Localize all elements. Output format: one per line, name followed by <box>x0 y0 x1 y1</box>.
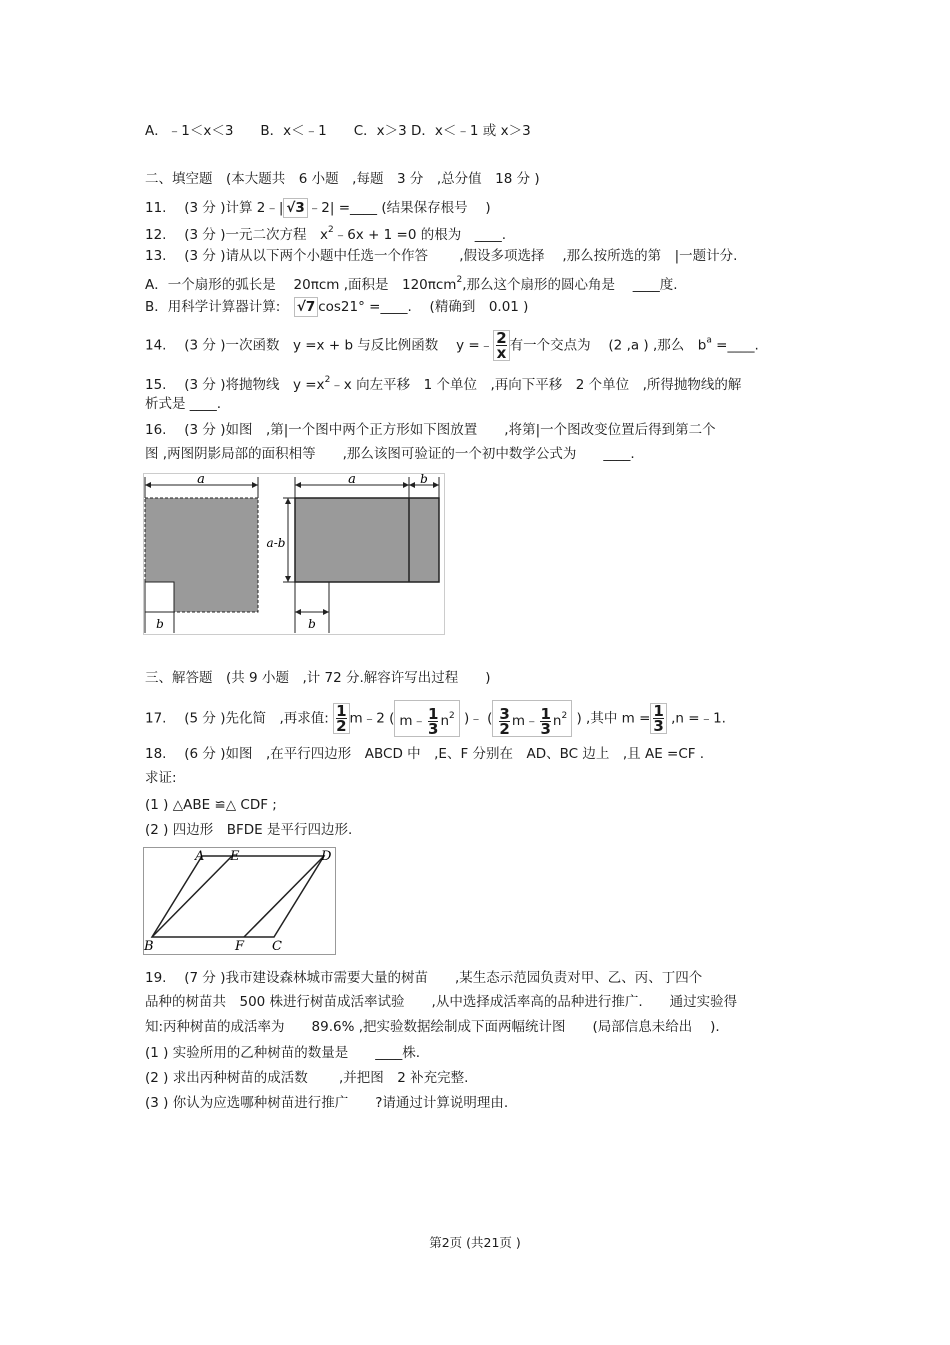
q10-options: A．﹣1＜x＜3 B．x＜﹣1 C．x＞3 D．x＜﹣1 或 x＞3 <box>145 123 531 139</box>
section3-header: 三、解答题 (共 9 小题 ,计 72 分.解容许写出过程 ) <box>145 670 491 686</box>
section2-header: 二、填空题 (本大题共 6 小题 ,每题 3 分 ,总分值 18 分 ) <box>145 171 540 187</box>
q18-line1: 18. (6 分 )如图 ,在平行四边形 ABCD 中 ,E、F 分别在 AD、BC 边上 ,且 AE =CF . <box>145 746 705 762</box>
vertex-d: D <box>321 849 332 864</box>
q19-line3: 知:丙种树苗的成活率为 89.6% ,把实验数据绘制成下面两幅统计图 (局部信息未给出 ). <box>145 1019 720 1035</box>
q17-bracket2: $\frac{3}{2}$ m﹣ $\frac{1}{3}$ $n^2$ <box>492 700 572 737</box>
vertex-a: A <box>195 849 205 864</box>
q16-line2: 图 ,两图阴影局部的面积相等 ,那么该图可验证的一个初中数学公式为 ____. <box>145 446 635 462</box>
fraction-1-2: $\frac{1}{2}$ <box>333 703 349 734</box>
sqrt3-expression: √3 <box>283 198 307 218</box>
fraction-2-over-x: $\frac{2}{x}$ <box>493 330 509 361</box>
q18-line2: 求证: <box>145 770 177 786</box>
vertex-c: C <box>272 939 282 954</box>
q19-line1: 19. (7 分 )我市建设森林城市需要大量的树苗 ,某生态示范园负责对甲、乙、丙、丁四个 <box>145 970 703 986</box>
q11: 11. (3 分 )计算 2﹣| √3 ﹣2| =____ (结果保存根号 ) <box>145 200 491 216</box>
q16-squares-figure <box>143 473 445 635</box>
vertex-b: B <box>144 939 154 954</box>
label-b-top-right: b <box>420 473 428 486</box>
q16-line1: 16. (3 分 )如图 ,第|一个图中两个正方形如下图放置 ,将第|一个图改变位置后得到第二个 <box>145 422 716 438</box>
q15-line2: 析式是 ____. <box>145 396 222 412</box>
page-footer: 第2页 (共21页 ) <box>429 1235 521 1250</box>
point-e: E <box>230 849 240 864</box>
q19-part1: (1 ) 实验所用的乙种树苗的数量是 ____株. <box>145 1045 420 1061</box>
q18-parallelogram-figure <box>143 847 336 955</box>
point-f: F <box>235 939 245 954</box>
q13: 13. (3 分 )请从以下两个小题中任选一个作答 ,假设多项选择 ,那么按所选的第 |一题计分. <box>145 248 738 264</box>
label-a-right: a <box>348 473 356 487</box>
right-shaded-rect <box>295 498 439 582</box>
left-small-square <box>145 582 174 612</box>
label-b-bottom-right: b <box>308 617 316 631</box>
q19-line2: 品种的树苗共 500 株进行树苗成活率试验 ,从中选择成活率高的品种进行推广. 通过实验得 <box>145 994 738 1010</box>
q19-part3: (3 ) 你认为应选哪种树苗进行推广 ?请通过计算说明理由. <box>145 1095 509 1111</box>
q14: 14. (3 分 )一次函数 y =x + b 与反比例函数 y =﹣ $\frac{2}{x}$ 有一个交点为 (2 ,a ) ,那么 $b^a$ =____. <box>145 329 759 362</box>
q12: 12. (3 分 )一元二次方程 $x^2﹣6x + 1 =0$ 的根为 ____. <box>145 225 507 243</box>
sqrt7-expression: √7 <box>294 297 318 317</box>
q15-line1: 15. (3 分 )将抛物线 $y =x^2﹣x$ 向左平移 1 个单位 ,再向下平移 2 个单位 ,所得抛物线的解 <box>145 375 742 393</box>
fraction-1-3: $\frac{1}{3}$ <box>650 703 666 734</box>
left-shaded-lower <box>174 582 258 612</box>
q18-part1: (1 ) △ABE ≌△ CDF ; <box>145 797 277 813</box>
label-a-left: a <box>197 473 205 487</box>
q13-option-b: B．用科学计算器计算: √7 cos21° =____. (精确到 0.01 ) <box>145 299 529 315</box>
q17-bracket1: m﹣ $\frac{1}{3}$ $n^2$ <box>394 700 459 737</box>
q13-option-a: A．一个扇形的弧长是 20πcm ,面积是 120πcm$^2$,那么这个扇形的圆心角是 ____度. <box>145 275 678 293</box>
q19-part2: (2 ) 求出丙种树苗的成活数 ,并把图 2 补充完整. <box>145 1070 469 1086</box>
q18-part2: (2 ) 四边形 BFDE 是平行四边形. <box>145 822 353 838</box>
label-b-left: b <box>156 617 164 631</box>
label-amb: a-b <box>266 536 286 550</box>
q17: 17. (5 分 )先化简 ,再求值: $\frac{1}{2}$ m﹣2 ( m﹣ $\frac{1}{3}$ $n^2$ )﹣ ( $\frac{3}{2}$ m﹣ $\frac{1}{3}$ $n^2$ ) ,其中 m = $\frac{1}{3}$ ,n =﹣1. <box>145 702 726 738</box>
left-shaded-square <box>145 498 258 582</box>
